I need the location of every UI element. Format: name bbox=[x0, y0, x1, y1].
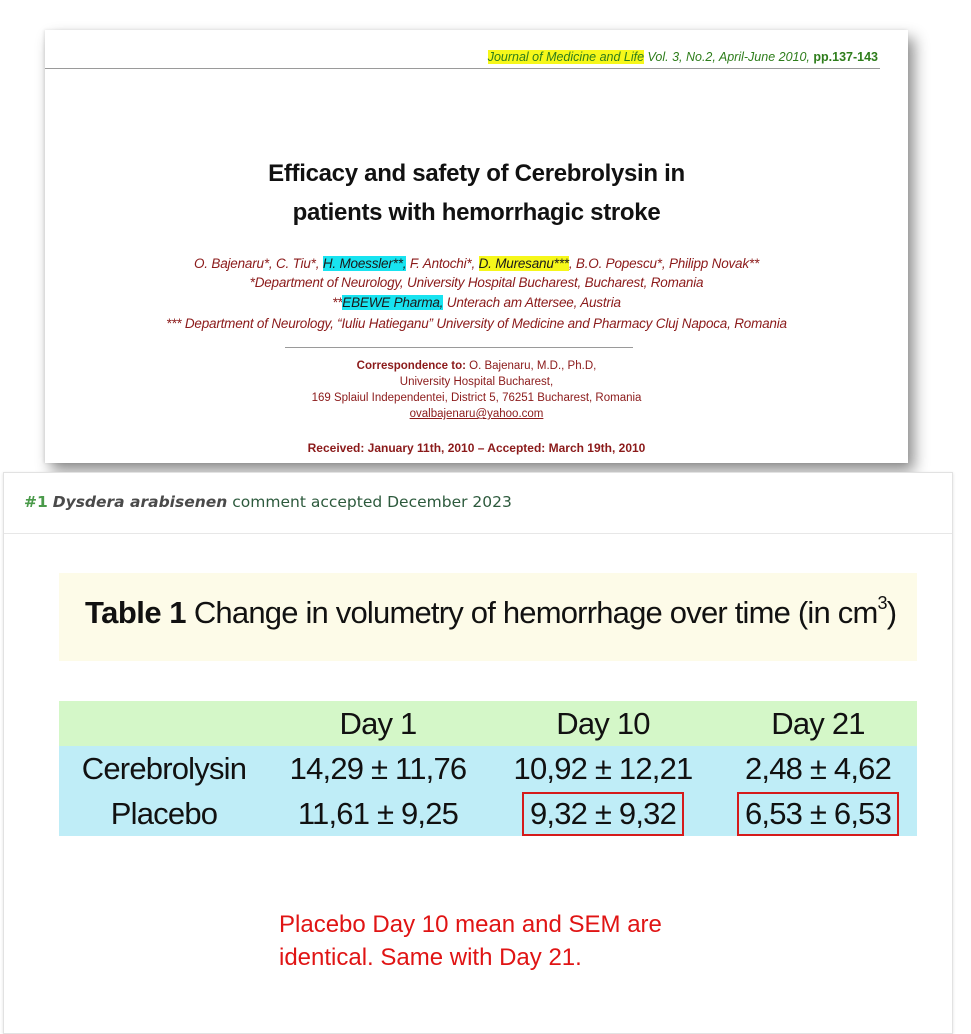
cell-cerebrolysin-day-21: 2,48 ± 4,62 bbox=[719, 746, 917, 791]
correspondence-divider bbox=[285, 347, 633, 348]
row-label-placebo: Placebo bbox=[59, 791, 269, 836]
affiliation-3: *** Department of Neurology, “Iuliu Hatieganu” University of Medicine and Pharmacy Cluj Napoca, Romania bbox=[166, 316, 787, 331]
table-header-day-21: Day 21 bbox=[719, 701, 917, 746]
cell-placebo-day-21-flagged: 6,53 ± 6,53 bbox=[737, 792, 899, 836]
correspondence-address: 169 Splaiul Independentei, District 5, 76251 Bucharest, Romania bbox=[311, 392, 642, 404]
paper-title bbox=[45, 154, 908, 232]
journal-citation bbox=[488, 50, 878, 64]
table-header-day-10: Day 10 bbox=[487, 701, 719, 746]
authors-part-1: O. Bajenaru*, C. Tiu*, bbox=[193, 256, 323, 271]
journal-name: Journal of Medicine and Life bbox=[487, 50, 645, 64]
table-header-row bbox=[59, 701, 917, 746]
row-label-cerebrolysin: Cerebrolysin bbox=[59, 746, 269, 791]
table-caption-label: Table 1 bbox=[85, 595, 187, 630]
cell-placebo-day-10-flagged: 9,32 ± 9,32 bbox=[522, 792, 684, 836]
correspondence-name: O. Bajenaru, M.D., Ph.D, bbox=[465, 360, 597, 372]
header-divider bbox=[45, 68, 880, 69]
authors-part-3: , B.O. Popescu*, Philipp Novak** bbox=[568, 256, 760, 271]
comment-author[interactable]: Dysdera arabisenen bbox=[52, 493, 228, 511]
journal-pages: pp.137-143 bbox=[813, 50, 878, 64]
affiliation-1: *Department of Neurology, University Hospital Bucharest, Bucharest, Romania bbox=[249, 275, 704, 290]
comment-divider bbox=[4, 533, 952, 534]
comment-number[interactable]: #1 bbox=[24, 493, 48, 511]
correspondence-email-link[interactable]: ovalbajenaru@yahoo.com bbox=[409, 408, 544, 420]
cell-placebo-day-10-cell bbox=[487, 791, 719, 836]
table-caption-superscript: 3 bbox=[877, 593, 887, 613]
comment-status: comment accepted December 2023 bbox=[227, 493, 512, 511]
affiliation-2 bbox=[45, 295, 908, 310]
cell-cerebrolysin-day-10: 10,92 ± 12,21 bbox=[487, 746, 719, 791]
table-caption-text: Change in volumetry of hemorrhage over time (in cm bbox=[186, 595, 878, 630]
affiliation-2-rest: Unterach am Attersee, Austria bbox=[443, 295, 621, 310]
author-moessler: H. Moessler**, bbox=[322, 256, 407, 271]
author-muresanu: D. Muresanu*** bbox=[478, 256, 569, 271]
correspondence-label: Correspondence to: bbox=[356, 360, 466, 372]
comment-card bbox=[3, 472, 953, 1034]
volumetry-table bbox=[59, 701, 917, 836]
table-caption-box bbox=[59, 573, 917, 661]
table-row-cerebrolysin bbox=[59, 746, 917, 791]
table-row-placebo bbox=[59, 791, 917, 836]
paper-excerpt bbox=[45, 30, 908, 463]
table-caption bbox=[85, 593, 896, 631]
affiliation-2-stars: ** bbox=[332, 295, 343, 310]
paper-title-line-2: patients with hemorrhagic stroke bbox=[292, 199, 661, 226]
affiliation-ebewe: EBEWE Pharma, bbox=[342, 295, 444, 310]
table-caption-close: ) bbox=[886, 595, 897, 630]
received-accepted-dates: Received: January 11th, 2010 – Accepted: March 19th, 2010 bbox=[307, 441, 646, 455]
table-header-day-1: Day 1 bbox=[269, 701, 487, 746]
cell-placebo-day-21-cell bbox=[719, 791, 917, 836]
journal-volume: Vol. 3, No.2, April-June 2010, bbox=[644, 50, 814, 64]
comment-header bbox=[24, 493, 512, 511]
cell-cerebrolysin-day-1: 14,29 ± 11,76 bbox=[269, 746, 487, 791]
paper-title-line-1: Efficacy and safety of Cerebrolysin in bbox=[268, 160, 685, 187]
author-list bbox=[45, 256, 908, 271]
cell-placebo-day-1: 11,61 ± 9,25 bbox=[269, 791, 487, 836]
correspondence-line-2: University Hospital Bucharest, bbox=[399, 376, 554, 388]
correspondence-line-1 bbox=[45, 360, 908, 372]
comment-note: Placebo Day 10 mean and SEM are identical. Same with Day 21. bbox=[279, 911, 662, 971]
table-header-empty bbox=[59, 701, 269, 746]
authors-part-2: F. Antochi*, bbox=[406, 256, 479, 271]
